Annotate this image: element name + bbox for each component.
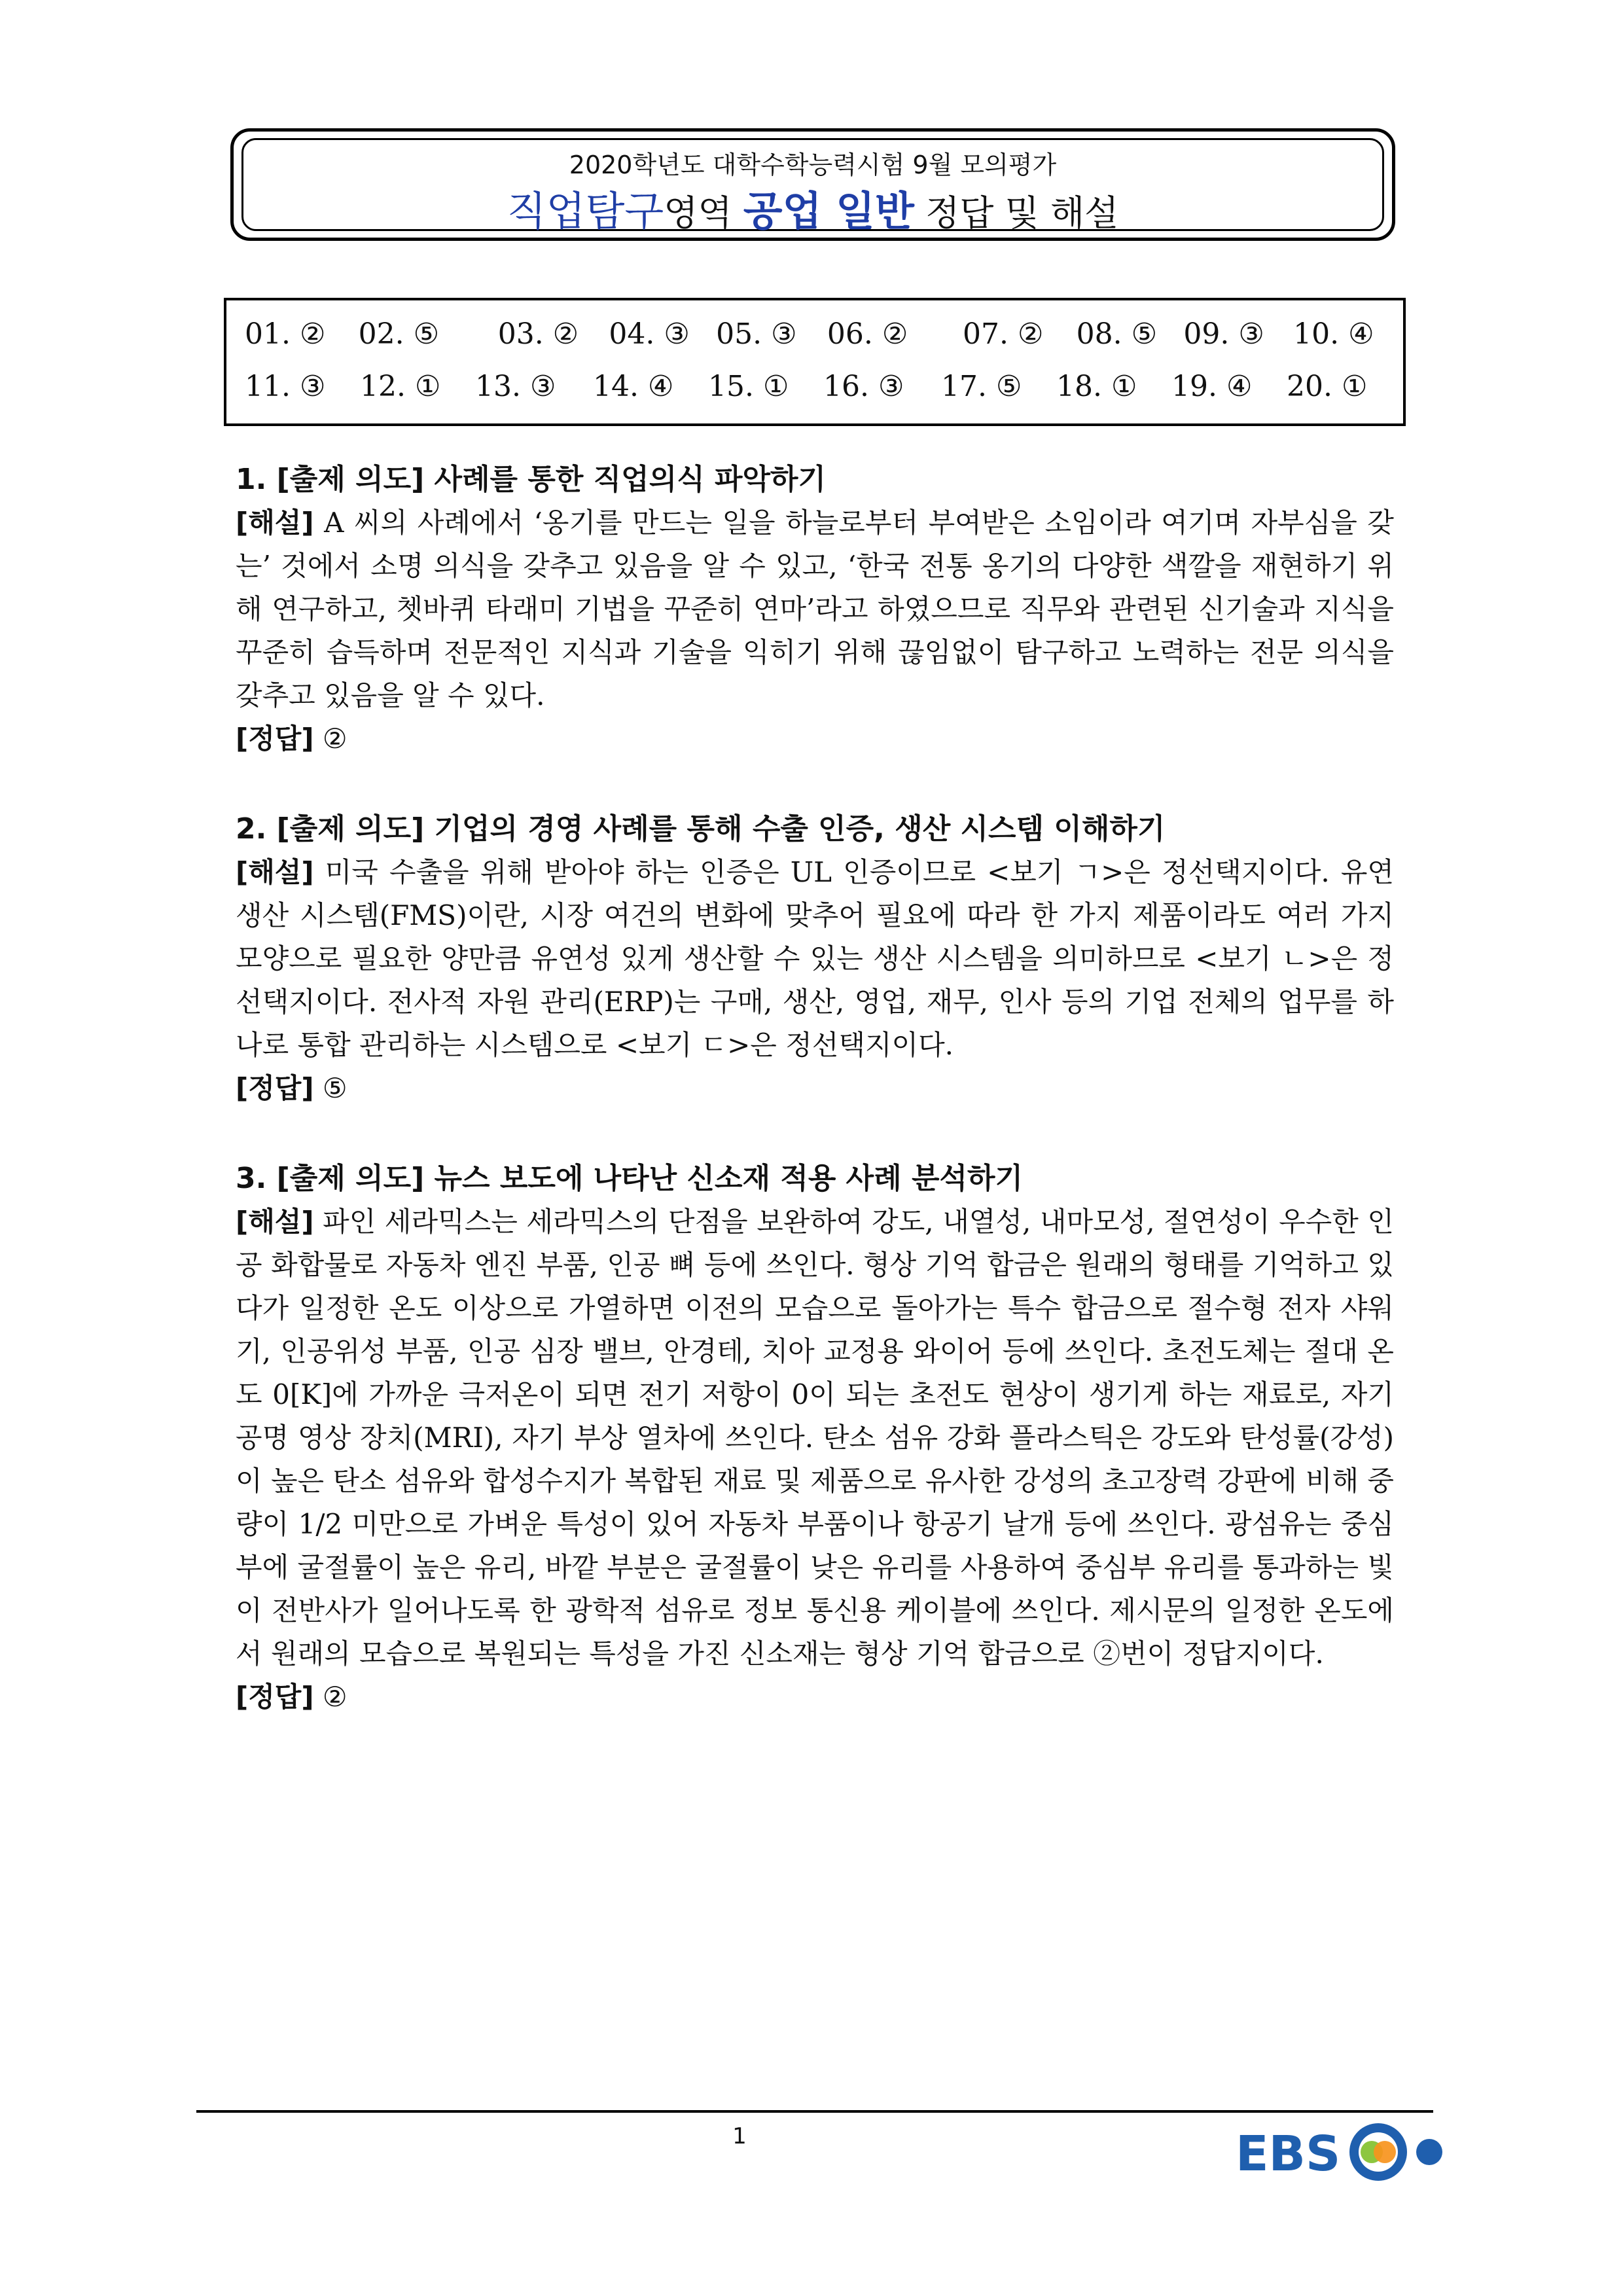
area-name: 직업탐구 [507,187,664,235]
answer-value: ② [313,723,348,755]
answer-row-1 [245,317,1397,351]
question-title: 3. [출제 의도] 뉴스 보도에 나타난 신소재 적용 사례 분석하기 [236,1162,1024,1195]
answer-item: 12. ① [360,370,441,403]
answer-item: 05. ③ [716,317,797,351]
explanation-text: 미국 수출을 위해 받아야 하는 인증은 UL 인증이므로 <보기 ㄱ>은 정선택지이다. 유연 생산 시스템(FMS)이란, 시장 여건의 변화에 맞추어 필요에 따라 한 가지 제품이라도 여러 가지 모양으로 필요한 양만큼 유연성 있게 생산할 수 있는 생산 시스템을 의미하므로 <보기 ㄴ>은 정선택지이다. 전사적 자원 관리(ERP)는 구매, 생산, 영업, 재무, 인사 등의 기업 전체의 업무를 하나로 통합 관리하는 시스템으로 <보기 ㄷ>은 정선택지이다. [236,856,1394,1061]
explanation-tag: [해설] [236,856,314,888]
answer-value: ② [313,1681,348,1713]
question-section-1 [236,458,1394,761]
answer-item: 13. ③ [475,370,556,403]
answer-item: 20. ① [1287,370,1368,403]
logo-blue-dot-icon [1416,2139,1442,2165]
answer-item: 02. ⑤ [358,317,440,351]
answer-item: 03. ② [497,317,579,351]
question-explanation [236,851,1394,1067]
logo-orange-dot-icon [1374,2141,1396,2163]
question-title: 1. [출제 의도] 사례를 통한 직업의식 파악하기 [236,463,827,496]
question-title: 2. [출제 의도] 기업의 경영 사례를 통해 수출 인증, 생산 시스템 이해하기 [236,812,1166,846]
question-answer [236,1676,1394,1719]
explanations [236,458,1394,1766]
answer-item: 15. ① [708,370,789,403]
exam-name: 2020학년도 대학수학능력시험 9월 모의평가 [569,151,1057,179]
answer-item: 19. ④ [1171,370,1253,403]
answer-tag: [정답] [236,1681,314,1713]
explanation-tag: [해설] [236,1206,314,1238]
answer-item: 10. ④ [1293,317,1374,351]
answer-item: 18. ① [1056,370,1137,403]
subject-name: 공업 일반 [743,187,914,235]
page-number: 1 [732,2123,747,2149]
area-suffix: 영역 [664,192,743,234]
question-section-2 [236,808,1394,1110]
question-answer [236,1067,1394,1110]
answer-item: 06. ② [827,317,908,351]
title-box [230,128,1395,241]
question-section-3 [236,1157,1394,1719]
answer-value: ⑤ [313,1072,348,1104]
answer-item: 09. ③ [1183,317,1264,351]
title-suffix: 정답 및 해설 [914,192,1119,234]
explanation-tag: [해설] [236,507,314,539]
answer-item: 14. ④ [593,370,674,403]
answer-tag: [정답] [236,723,314,755]
answer-item: 17. ⑤ [941,370,1022,403]
question-explanation [236,1200,1394,1676]
ebs-logo-text: EBS [1236,2126,1341,2182]
explanation-text: A 씨의 사례에서 ‘옹기를 만드는 일을 하늘로부터 부여받은 소임이라 여기며 자부심을 갖는’ 것에서 소명 의식을 갖추고 있음을 알 수 있고, ‘한국 전통 옹기의 다양한 색깔을 재현하기 위해 연구하고, 쳇바퀴 타래미 기법을 꾸준히 연마’라고 하였으므로 직무와 관련된 신기술과 지식을 꾸준히 습득하며 전문적인 지식과 기술을 익히기 위해 끊임없이 탐구하고 노력하는 전문 의식을 갖추고 있음을 알 수 있다. [236,507,1394,711]
answer-item: 04. ③ [609,317,690,351]
answer-row-2 [245,370,1397,403]
ebs-logo-graphic [1236,2109,1452,2186]
answer-item: 01. ② [245,317,326,351]
explanation-text: 파인 세라믹스는 세라믹스의 단점을 보완하여 강도, 내열성, 내마모성, 절연성이 우수한 인공 화합물로 자동차 엔진 부품, 인공 뼈 등에 쓰인다. 형상 기억 합금은 원래의 형태를 기억하고 있다가 일정한 온도 이상으로 가열하면 이전의 모습으로 돌아가는 특수 합금으로 절수형 전자 샤워기, 인공위성 부품, 인공 심장 밸브, 안경테, 치아 교정용 와이어 등에 쓰인다. 초전도체는 절대 온도 0[K]에 가까운 극저온이 되면 전기 저항이 0이 되는 초전도 현상이 생기게 하는 재료로, 자기 공명 영상 장치(MRI), 자기 부상 열차에 쓰인다. 탄소 섬유 강화 플라스틱은 강도와 탄성률(강성)이 높은 탄소 섬유와 합성수지가 복합된 재료 및 제품으로 유사한 강성의 초고장력 강판에 비해 중량이 1/2 미만으로 가벼운 특성이 있어 자동차 부품이나 항공기 날개 등에 쓰인다. 광섬유는 중심부에 굴절률이 높은 유리, 바깥 부분은 굴절률이 낮은 유리를 사용하여 중심부 유리를 통과하는 빛이 전반사가 일어나도록 한 광학적 섬유로 정보 통신용 케이블에 쓰인다. 제시문의 일정한 온도에서 원래의 모습으로 복원되는 특성을 가진 신소재는 형상 기억 합금으로 ②번이 정답지이다. [236,1206,1394,1670]
answer-key-box [224,298,1406,426]
question-answer [236,717,1394,761]
question-explanation [236,501,1394,717]
answer-item: 16. ③ [823,370,904,403]
answer-item: 11. ③ [245,370,326,403]
document-title [234,179,1392,237]
answer-tag: [정답] [236,1072,314,1104]
answer-item: 07. ② [963,317,1044,351]
answer-item: 08. ⑤ [1076,317,1158,351]
ebs-logo [1236,2109,1452,2186]
